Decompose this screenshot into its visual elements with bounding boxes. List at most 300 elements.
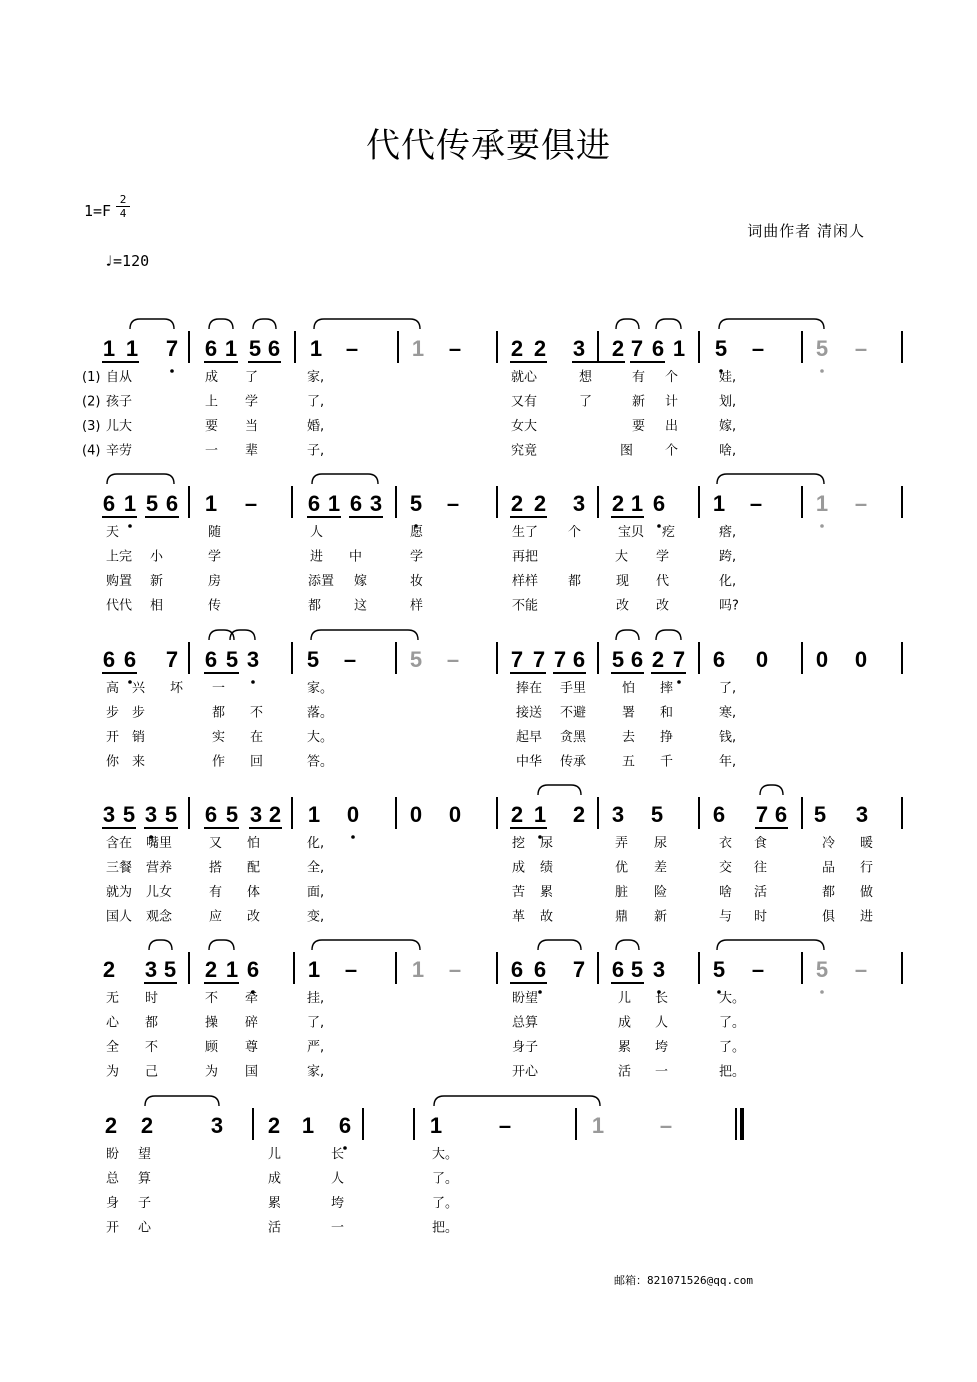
note: 7 xyxy=(630,336,644,361)
lyric-word: 人 xyxy=(310,525,324,540)
lyric-word: 心 xyxy=(138,1220,152,1236)
lyric-word: 和 xyxy=(660,705,674,721)
note: 2 xyxy=(510,336,524,361)
note: 5 xyxy=(409,491,423,516)
note: 6 xyxy=(307,491,321,516)
lyric-word: 都 xyxy=(568,574,582,589)
note: 1 xyxy=(204,491,218,516)
lyric-word: 宝贝 xyxy=(618,525,645,540)
slur-arc xyxy=(107,474,174,484)
note: 6 xyxy=(204,802,218,827)
note: 2 xyxy=(140,1113,154,1138)
lyric-word: 活 xyxy=(754,885,768,900)
quarter-note-icon: ♩ xyxy=(104,252,114,270)
lyric-word: 计 xyxy=(665,394,679,410)
note: 5 xyxy=(815,957,829,982)
note: 3 xyxy=(249,802,263,827)
note: 2 xyxy=(572,802,586,827)
lyric-word: 面, xyxy=(307,885,325,900)
lyric-word: 体 xyxy=(247,885,261,900)
lyric-word: 应 xyxy=(209,909,223,925)
note: 0 xyxy=(409,802,423,827)
lyric-word: 尿 xyxy=(540,836,554,851)
lyric-word: 一 xyxy=(212,681,226,696)
note: 0 xyxy=(448,802,462,827)
octave-dot xyxy=(538,990,542,994)
lyric-word: 中华 xyxy=(516,754,543,770)
note: – xyxy=(244,491,258,516)
note: 3 xyxy=(144,802,158,827)
lyric-word: 吗? xyxy=(719,598,739,614)
lyric-word: 严, xyxy=(307,1040,325,1055)
lyric-word: 嫁 xyxy=(354,574,368,589)
lyric-word: 做 xyxy=(860,885,874,900)
lyric-word: 挣 xyxy=(660,730,674,745)
lyric-word: 国人 xyxy=(106,909,133,925)
lyric-word: 代代 xyxy=(106,598,133,614)
lyric-word: 随 xyxy=(208,525,222,540)
lyric-word: 化, xyxy=(719,574,737,589)
slur-arc xyxy=(717,940,824,950)
lyric-word: 挂, xyxy=(307,991,325,1006)
note: 7 xyxy=(755,802,769,827)
lyric-word: 上 xyxy=(205,394,219,410)
lyric-word: 想 xyxy=(579,370,593,385)
note: 7 xyxy=(672,647,686,672)
lyric-word: 身 xyxy=(106,1196,120,1211)
lyric-word: 作 xyxy=(212,754,226,770)
lyric-word: 长 xyxy=(331,1147,345,1162)
slur-arc xyxy=(314,319,420,329)
lyric-word: 品 xyxy=(822,860,836,876)
lyric-word: 五 xyxy=(622,754,636,770)
note: 6 xyxy=(349,491,363,516)
lyric-word: 改 xyxy=(616,598,630,614)
lyric-word: 步 xyxy=(106,705,120,721)
note: 1 xyxy=(224,336,238,361)
lyric-word: 大。 xyxy=(432,1147,459,1162)
lyric-word: 疙 xyxy=(662,525,676,540)
lyric-word: 营养 xyxy=(146,860,173,876)
key-signature: 1=F xyxy=(84,202,112,220)
octave-dot xyxy=(820,524,824,528)
note: 1 xyxy=(712,491,726,516)
slur-arc xyxy=(312,940,420,950)
lyric-word: 大。 xyxy=(719,991,746,1006)
lyric-word: 观念 xyxy=(146,909,173,925)
slur-arc xyxy=(209,319,233,329)
lyric-word: 垮 xyxy=(655,1040,669,1055)
note: 0 xyxy=(815,647,829,672)
slur-arc xyxy=(538,940,581,950)
note: 0 xyxy=(755,647,769,672)
lyric-word: 个 xyxy=(568,525,582,540)
slur-arc xyxy=(656,319,681,329)
note: 7 xyxy=(165,336,179,361)
lyric-word: 累 xyxy=(618,1040,632,1055)
lyric-word: 女大 xyxy=(511,419,538,434)
lyric-word: 弄 xyxy=(615,836,629,851)
lyric-word: 代 xyxy=(656,574,670,589)
lyric-word: 寒, xyxy=(719,705,737,721)
octave-dot xyxy=(251,680,255,684)
lyric-word: 高 xyxy=(106,681,120,696)
note: 2 xyxy=(104,1113,118,1138)
note: 7 xyxy=(572,957,586,982)
lyric-word: 子, xyxy=(307,443,325,459)
lyric-word: 啥 xyxy=(719,885,733,900)
note: 6 xyxy=(123,647,137,672)
lyric-word: 改 xyxy=(656,598,670,614)
lyric-word: 时 xyxy=(145,991,159,1006)
verse-marker: (3) xyxy=(82,419,101,434)
note: 3 xyxy=(572,336,586,361)
lyric-word: 兴 xyxy=(132,681,146,696)
note: 5 xyxy=(122,802,136,827)
lyric-word: 活 xyxy=(618,1064,632,1080)
lyric-word: 都 xyxy=(145,1015,159,1031)
note: 6 xyxy=(102,491,116,516)
note: 1 xyxy=(123,491,137,516)
lyric-word: 究竟 xyxy=(511,443,538,459)
slur-arc xyxy=(656,630,681,640)
lyric-word: 购置 xyxy=(106,574,133,589)
lyric-word: 大 xyxy=(615,549,629,565)
lyric-word: 划, xyxy=(719,394,737,410)
lyric-word: 怕 xyxy=(622,681,636,696)
lyric-word: 个 xyxy=(665,443,679,459)
lyric-word: 一 xyxy=(205,443,219,459)
octave-dot xyxy=(170,369,174,373)
note: 3 xyxy=(102,802,116,827)
note: 6 xyxy=(630,647,644,672)
note: 1 xyxy=(307,957,321,982)
time-signature-top: 2 xyxy=(119,193,127,206)
note: 5 xyxy=(611,647,625,672)
note: – xyxy=(446,647,460,672)
lyric-word: 辛劳 xyxy=(106,443,133,459)
lyric-word: 总算 xyxy=(512,1015,539,1031)
lyric-word: 了。 xyxy=(719,1040,746,1055)
lyric-word: 有 xyxy=(632,370,646,385)
lyric-word: 故 xyxy=(540,909,554,925)
note: 3 xyxy=(369,491,383,516)
lyric-word: 搭 xyxy=(209,860,223,876)
lyric-word: 起早 xyxy=(516,730,543,745)
lyric-word: 又 xyxy=(209,836,223,851)
lyric-word: 落。 xyxy=(307,705,334,721)
lyric-word: 自从 xyxy=(106,370,133,385)
contact-email: 邮箱：821071526@qq.com xyxy=(614,1274,753,1287)
lyric-word: 配 xyxy=(247,860,261,876)
slur-arc xyxy=(717,474,824,484)
note: 1 xyxy=(591,1113,605,1138)
note: – xyxy=(343,647,357,672)
lyric-word: 开心 xyxy=(512,1064,539,1080)
lyric-word: 回 xyxy=(250,754,264,770)
note: 2 xyxy=(510,802,524,827)
note: 5 xyxy=(712,957,726,982)
lyric-word: 成 xyxy=(268,1171,282,1187)
lyric-word: 冷 xyxy=(822,836,836,851)
lyric-word: 瘩, xyxy=(719,525,737,540)
note: 1 xyxy=(411,957,425,982)
lyric-word: 人 xyxy=(655,1015,669,1031)
note: 2 xyxy=(267,1113,281,1138)
note: – xyxy=(854,491,868,516)
note: 1 xyxy=(630,491,644,516)
lyric-word: 开 xyxy=(106,730,120,745)
lyric-word: 新 xyxy=(150,574,164,589)
lyric-word: 食 xyxy=(754,836,768,851)
lyric-word: 操 xyxy=(205,1015,219,1031)
lyric-word: 千 xyxy=(660,754,674,770)
lyric-word: 家。 xyxy=(307,681,334,696)
note: 5 xyxy=(630,957,644,982)
lyric-word: 传承 xyxy=(560,754,587,770)
lyric-word: 尊 xyxy=(245,1040,259,1055)
lyric-word: 学 xyxy=(208,549,222,565)
note: 1 xyxy=(672,336,686,361)
lyric-word: 顾 xyxy=(205,1040,219,1055)
lyric-word: 活 xyxy=(268,1220,282,1236)
note: 2 xyxy=(204,957,218,982)
note: 5 xyxy=(164,802,178,827)
octave-dot xyxy=(820,369,824,373)
lyric-word: 有 xyxy=(209,885,223,900)
lyric-word: 样 xyxy=(410,598,424,614)
lyric-word: 新 xyxy=(632,394,646,410)
lyric-word: 个 xyxy=(665,370,679,385)
lyric-word: 一 xyxy=(655,1064,669,1080)
lyric-word: 一 xyxy=(331,1220,345,1236)
lyric-word: 全 xyxy=(106,1040,120,1055)
lyric-word: 娃, xyxy=(719,370,737,385)
slur-arc xyxy=(312,474,378,484)
lyric-word: 儿 xyxy=(268,1147,282,1162)
lyric-word: 要 xyxy=(205,419,219,434)
note: 6 xyxy=(651,336,665,361)
lyric-word: 牵 xyxy=(245,991,259,1006)
composer-credit: 词曲作者 清闲人 xyxy=(747,222,865,240)
note: – xyxy=(345,336,359,361)
lyric-word: 行 xyxy=(860,860,874,876)
lyric-word: 把。 xyxy=(719,1064,746,1080)
lyric-word: 绩 xyxy=(540,860,554,876)
lyric-word: 答。 xyxy=(307,754,334,770)
lyric-word: 跨, xyxy=(719,549,737,565)
lyric-word: 险 xyxy=(654,885,668,900)
lyric-word: 了, xyxy=(719,681,737,696)
lyric-word: 天 xyxy=(106,525,120,540)
lyric-word: 往 xyxy=(754,860,768,876)
lyric-word: 尿 xyxy=(654,836,668,851)
lyric-word: 嘴里 xyxy=(146,836,173,851)
lyric-word: 盼 xyxy=(106,1147,120,1162)
lyric-word: 挖 xyxy=(512,836,526,851)
lyric-word: 步 xyxy=(132,705,146,721)
note: 2 xyxy=(611,336,625,361)
lyric-word: 化, xyxy=(307,836,325,851)
note: 1 xyxy=(327,491,341,516)
note: 6 xyxy=(774,802,788,827)
lyric-word: 去 xyxy=(622,730,636,745)
lyric-word: 了 xyxy=(579,394,593,410)
lyric-word: 不 xyxy=(145,1040,159,1055)
lyric-word: 中 xyxy=(349,549,363,565)
verse-marker: (2) xyxy=(82,394,101,410)
note: 2 xyxy=(102,957,116,982)
lyric-word: 累 xyxy=(540,885,554,900)
lyric-word: 上完 xyxy=(106,549,133,565)
lyric-word: 又有 xyxy=(511,394,538,410)
lyric-word: 来 xyxy=(132,754,146,770)
lyric-word: 把。 xyxy=(432,1220,459,1236)
note: 3 xyxy=(855,802,869,827)
note: – xyxy=(446,491,460,516)
lyric-word: 销 xyxy=(132,730,146,745)
note: 1 xyxy=(125,336,139,361)
lyric-word: 学 xyxy=(245,394,259,410)
lyric-word: 为 xyxy=(106,1064,120,1080)
note: 6 xyxy=(652,491,666,516)
lyric-word: 了 xyxy=(245,370,259,385)
slur-arc xyxy=(311,630,418,640)
lyric-word: 都 xyxy=(308,598,322,614)
note: 1 xyxy=(309,336,323,361)
lyric-word: 房 xyxy=(208,574,222,589)
note: 5 xyxy=(815,336,829,361)
note: 5 xyxy=(163,957,177,982)
note: 1 xyxy=(301,1113,315,1138)
lyric-word: 心 xyxy=(106,1015,120,1031)
lyric-word: 成 xyxy=(205,370,219,385)
note: 6 xyxy=(572,647,586,672)
lyric-word: 差 xyxy=(654,860,668,876)
note: 6 xyxy=(102,647,116,672)
lyric-word: 坏 xyxy=(170,681,184,696)
note: 5 xyxy=(813,802,827,827)
lyric-word: 了。 xyxy=(432,1171,459,1187)
lyric-word: 摔 xyxy=(660,681,674,696)
lyric-word: 婚, xyxy=(307,419,325,434)
lyric-word: 都 xyxy=(212,705,226,721)
lyric-word: 在 xyxy=(250,730,264,745)
octave-dot xyxy=(677,680,681,684)
lyric-word: 鼎 xyxy=(615,909,629,925)
lyric-word: 贪黑 xyxy=(560,730,587,745)
slur-arc xyxy=(209,940,234,950)
note: – xyxy=(448,336,462,361)
lyric-word: 辈 xyxy=(245,443,259,459)
lyric-word: 传 xyxy=(208,598,222,614)
note: 5 xyxy=(248,336,262,361)
lyric-word: 儿女 xyxy=(146,885,173,900)
slur-arc xyxy=(145,1096,219,1106)
note: 2 xyxy=(268,802,282,827)
slur-arc xyxy=(253,319,276,329)
lyric-word: 出 xyxy=(665,419,679,434)
lyric-word: 妆 xyxy=(410,574,424,589)
lyric-word: 生了 xyxy=(512,525,539,540)
note: 6 xyxy=(712,802,726,827)
lyric-word: 长 xyxy=(655,991,669,1006)
lyric-word: 家, xyxy=(307,370,325,385)
lyric-word: 全, xyxy=(307,860,325,876)
note: 5 xyxy=(225,802,239,827)
note: 3 xyxy=(210,1113,224,1138)
lyric-word: 现 xyxy=(616,574,630,589)
note: 6 xyxy=(204,336,218,361)
lyric-word: 都 xyxy=(822,885,836,900)
note: 2 xyxy=(533,336,547,361)
lyric-word: 改 xyxy=(247,909,261,925)
slur-arc xyxy=(616,319,639,329)
lyric-word: 嫁, xyxy=(719,419,737,434)
octave-dot xyxy=(657,524,661,528)
lyric-word: 大。 xyxy=(307,730,334,745)
octave-dot xyxy=(128,524,132,528)
lyric-word: 脏 xyxy=(615,885,629,900)
verse-marker: (4) xyxy=(82,443,101,459)
lyric-word: 这 xyxy=(354,598,368,614)
note: 2 xyxy=(651,647,665,672)
note: 6 xyxy=(712,647,726,672)
lyric-word: 成 xyxy=(618,1015,632,1031)
note: 6 xyxy=(533,957,547,982)
note: 1 xyxy=(411,336,425,361)
note: 7 xyxy=(165,647,179,672)
lyric-word: 就为 xyxy=(106,885,133,900)
lyric-word: 总 xyxy=(106,1171,120,1187)
lyric-word: 盼望 xyxy=(512,991,539,1006)
lyric-word: 为 xyxy=(205,1064,219,1080)
note: 6 xyxy=(204,647,218,672)
slur-arc xyxy=(149,940,172,950)
lyric-word: 手里 xyxy=(560,681,587,696)
lyric-word: 孩子 xyxy=(106,394,133,410)
slur-arc xyxy=(616,630,639,640)
note: 7 xyxy=(553,647,567,672)
note: 5 xyxy=(714,336,728,361)
lyric-word: 含在 xyxy=(106,836,133,851)
lyric-word: 儿 xyxy=(618,991,632,1006)
slur-arc xyxy=(719,319,824,329)
note: 7 xyxy=(510,647,524,672)
note: – xyxy=(344,957,358,982)
note: 5 xyxy=(409,647,423,672)
lyric-word: 三餐 xyxy=(106,860,133,876)
note: 5 xyxy=(225,647,239,672)
lyric-word: 优 xyxy=(615,860,629,876)
note: – xyxy=(854,336,868,361)
lyric-word: 了, xyxy=(307,1015,325,1031)
lyric-word: 身子 xyxy=(512,1040,539,1055)
note: – xyxy=(749,491,763,516)
lyric-word: 革 xyxy=(512,909,526,925)
lyric-word: 啥, xyxy=(719,443,737,459)
lyric-word: 了, xyxy=(307,394,325,410)
lyric-word: 望 xyxy=(138,1147,152,1162)
note: 5 xyxy=(145,491,159,516)
note: 7 xyxy=(532,647,546,672)
note: 1 xyxy=(307,802,321,827)
note: 3 xyxy=(246,647,260,672)
octave-dot xyxy=(351,835,355,839)
lyric-word: 要 xyxy=(632,419,646,434)
lyric-word: 实 xyxy=(212,730,226,745)
note: 1 xyxy=(225,957,239,982)
